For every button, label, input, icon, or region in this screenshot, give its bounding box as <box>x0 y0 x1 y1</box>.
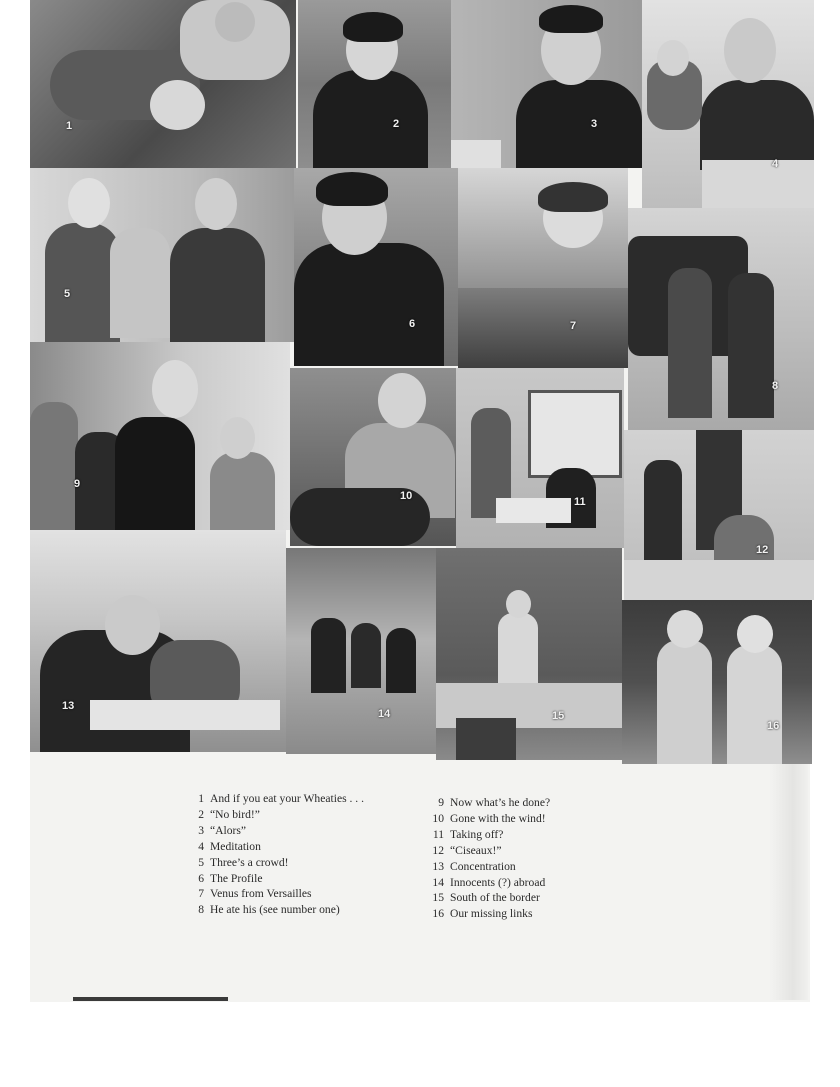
photo-5 <box>30 168 294 342</box>
photo-number: 8 <box>772 380 779 392</box>
caption: 12 “Ciseaux!” <box>432 843 502 857</box>
photo-number: 13 <box>62 700 75 712</box>
photo-2 <box>298 0 451 168</box>
caption: 3 “Alors” <box>198 823 247 837</box>
photo-9 <box>30 342 290 530</box>
photo-4 <box>642 0 814 208</box>
caption: 6 The Profile <box>198 871 263 885</box>
caption: 5 Three’s a crowd! <box>198 855 289 869</box>
photo-12 <box>624 430 814 600</box>
photo-number: 11 <box>574 496 586 508</box>
photo-number: 6 <box>409 318 416 330</box>
page-edge-shadow <box>770 760 808 1000</box>
caption: 10 Gone with the wind! <box>432 811 546 825</box>
caption: 1 And if you eat your Wheaties . . . <box>198 792 365 805</box>
photo-number: 16 <box>767 720 780 732</box>
caption: 15 South of the border <box>432 891 540 905</box>
photo-number: 12 <box>756 544 769 556</box>
photo-1 <box>30 0 296 168</box>
photo-number: 5 <box>64 288 71 300</box>
caption: 9 Now what’s he done? <box>438 796 551 809</box>
photo-8 <box>628 208 814 430</box>
photo-14 <box>286 548 436 754</box>
photo-11 <box>456 368 624 548</box>
caption: 14 Innocents (?) abroad <box>432 875 546 889</box>
photo-number: 15 <box>552 710 565 722</box>
photo-15 <box>436 548 622 760</box>
caption: 2 “No bird!” <box>198 807 260 821</box>
bottom-rule <box>73 997 228 1001</box>
photo-13 <box>30 530 286 752</box>
photo-number: 14 <box>378 708 391 720</box>
caption: 7 Venus from Versailles <box>198 887 312 901</box>
photo-16 <box>622 600 812 764</box>
photo-6 <box>294 168 458 366</box>
photo-number: 4 <box>772 158 779 170</box>
photo-number: 3 <box>591 118 598 130</box>
captions-left-column <box>190 791 410 918</box>
captions-right-column <box>430 795 650 922</box>
caption: 13 Concentration <box>432 859 516 873</box>
caption: 4 Meditation <box>198 839 261 853</box>
photo-number: 9 <box>74 478 81 490</box>
photo-number: 1 <box>66 120 73 132</box>
caption: 16 Our missing links <box>432 907 533 921</box>
photo-number: 7 <box>570 320 577 332</box>
caption: 11 Taking off? <box>432 827 504 841</box>
photo-7 <box>458 168 628 368</box>
caption: 8 He ate his (see number one) <box>198 903 340 917</box>
photo-number: 2 <box>393 118 400 130</box>
photo-number: 10 <box>400 490 413 502</box>
photo-3 <box>451 0 642 168</box>
photo-10 <box>290 368 456 546</box>
